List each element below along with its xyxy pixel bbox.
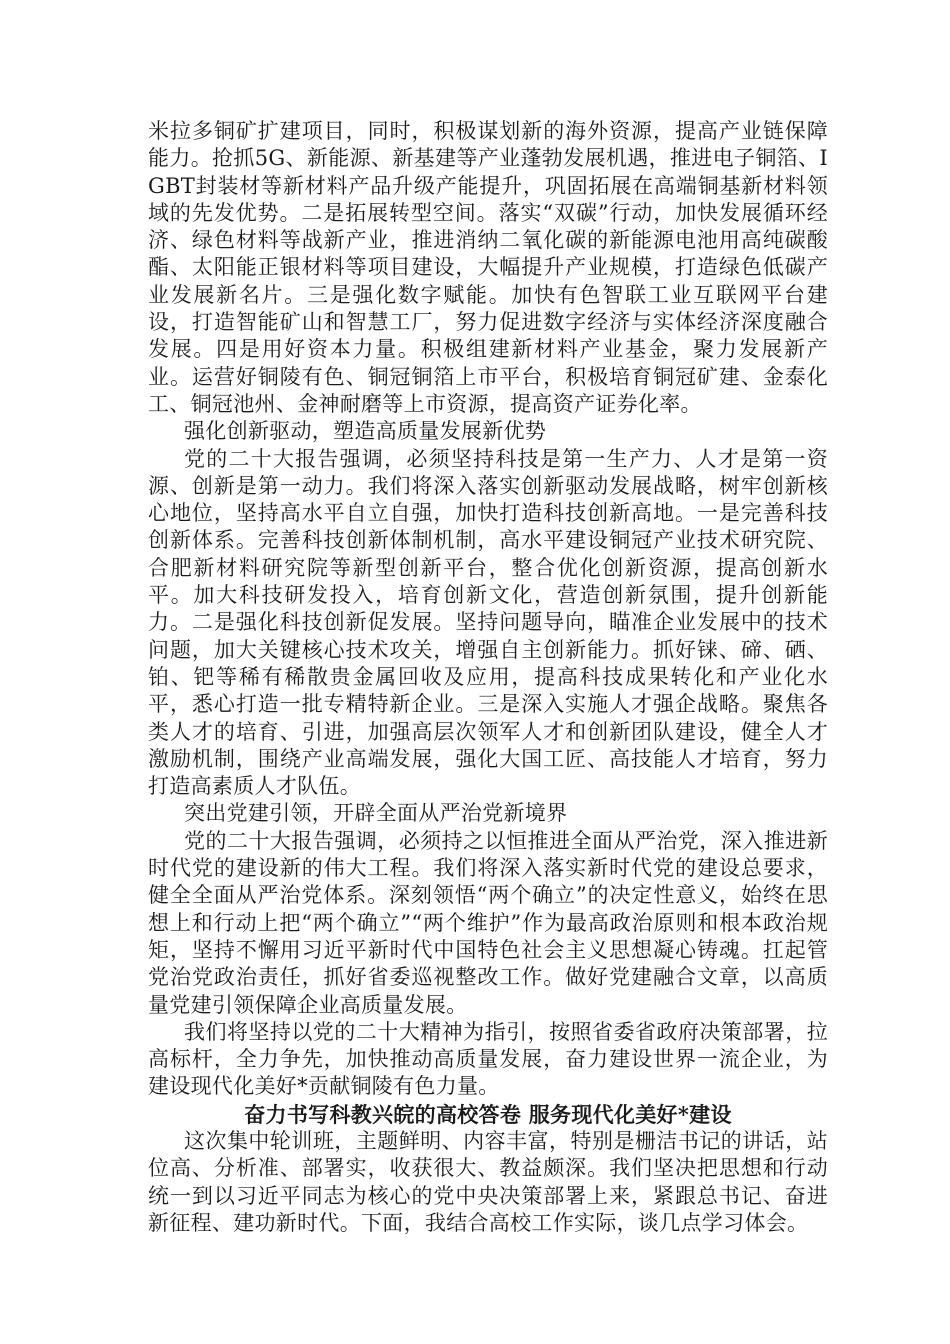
paragraph-university-intro: 这次集中轮训班，主题鲜明、内容丰富，特别是栅洁书记的讲话，站位高、分析准、部署实，收获很大、教益颇深。我们坚决把思想和行动统一到以习近平同志为核心的党中央决策部署上来，紧跟总书记、奋进新征程、建功新时代。下面，我结合高校工作实际，谈几点学习体会。 [148, 1128, 828, 1235]
paragraph-industry-chain: 米拉多铜矿扩建项目，同时，积极谋划新的海外资源，提高产业链保障能力。抢抓5G、新能源、新基建等产业蓬勃发展机遇，推进电子铜箔、IGBT封装材等新材料产品升级产能提升，巩固拓展在高端铜基新材料领域的先发优势。二是拓展转型空间。落实“双碳”行动，加快发展循环经济、绿色材料等战新产业，推进消纳二氧化碳的新能源电池用高纯碳酸酯、太阳能正银材料等项目建设，大幅提升产业规模，打造绿色低碳产业发展新名片。三是强化数字赋能。加快有色智联工业互联网平台建设，打造智能矿山和智慧工厂，努力促进数字经济与实体经济深度融合发展。四是用好资本力量。积极组建新材料产业基金，聚力发展新产业。运营好铜陵有色、铜冠铜箔上市平台，积极培育铜冠矿建、金泰化工、铜冠池州、金神耐磨等上市资源，提高资产证券化率。 [148, 119, 828, 416]
paragraph-party-building: 党的二十大报告强调，必须持之以恒推进全面从严治党，深入推进新时代党的建设新的伟大工程。我们将深入落实新时代党的建设总要求，健全全面从严治党体系。深刻领悟“两个确立”的决定性意义，始终在思想上和行动上把“两个确立”“两个维护”作为最高政治原则和根本政治规矩，坚持不懈用习近平新时代中国特色社会主义思想凝心铸魂。扛起管党治党政治责任，抓好省委巡视整改工作。做好党建融合文章，以高质量党建引领保障企业高质量发展。 [148, 828, 828, 1017]
section-heading-party-building: 突出党建引领，开辟全面从严治党新境界 [184, 801, 568, 826]
paragraph-closing: 我们将坚持以党的二十大精神为指引，按照省委省政府决策部署，拉高标杆，全力争先，加快推动高质量发展，奋力建设世界一流企业，为建设现代化美好*贡献铜陵有色力量。 [148, 1019, 828, 1099]
section-heading-innovation: 强化创新驱动，塑造高质量发展新优势 [184, 419, 547, 444]
document-page [148, 118, 828, 1237]
paragraph-innovation: 党的二十大报告强调，必须坚持科技是第一生产力、人才是第一资源、创新是第一动力。我们将深入落实创新驱动发展战略，树牢创新核心地位，坚持高水平自立自强，加快打造科技创新高地。一是完善科技创新体系。完善科技创新体制机制，高水平建设铜冠产业技术研究院、合肥新材料研究院等新型创新平台，整合优化创新资源，提高创新水平。加大科技研发投入，培育创新文化，营造创新氛围，提升创新能力。二是强化科技创新促发展。坚持问题导向，瞄准企业发展中的技术问题，加大关键核心技术攻关，增强自主创新能力。抓好铼、碲、硒、铂、钯等稀有稀散贵金属回收及应用，提高科技成果转化和产业化水平，悉心打造一批专精特新企业。三是深入实施人才强企战略。聚焦各类人才的培育、引进，加强高层次领军人才和创新团队建设，健全人才激励机制，围绕产业高端发展，强化大国工匠、高技能人才培育，努力打造高素质人才队伍。 [148, 446, 828, 799]
article-title: 奋力书写科教兴皖的高校答卷 服务现代化美好*建设 [244, 1101, 732, 1127]
